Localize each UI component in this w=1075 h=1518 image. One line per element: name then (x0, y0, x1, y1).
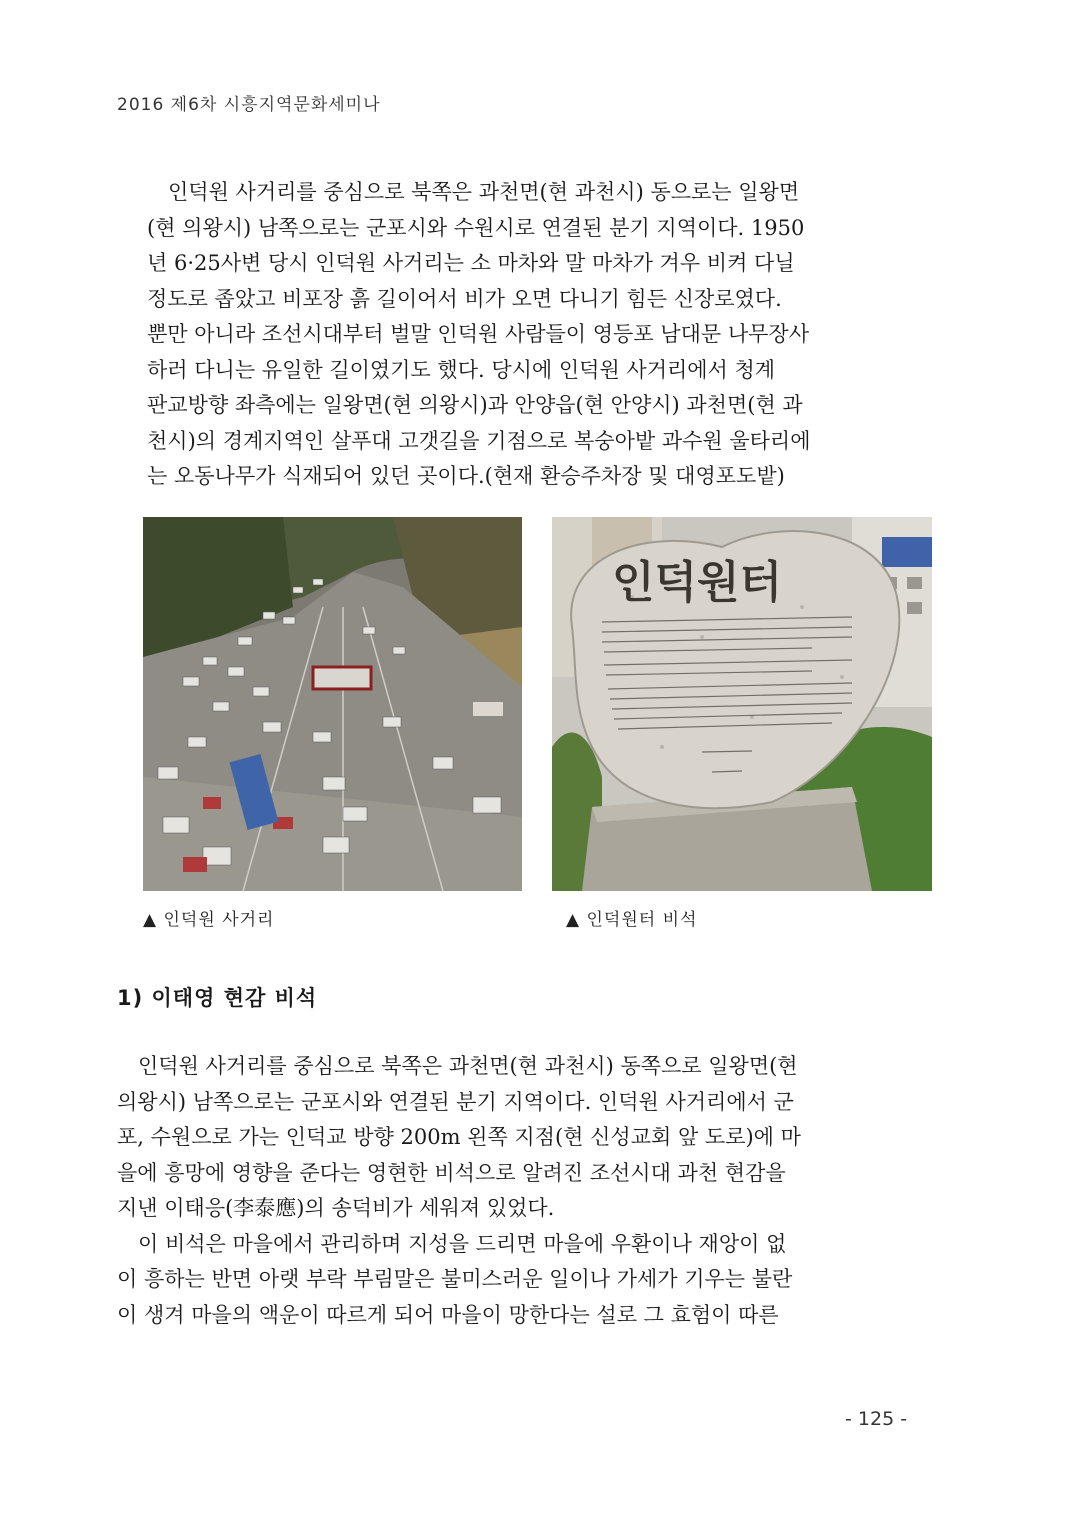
text-line: 뿐만 아니라 조선시대부터 벌말 인덕원 사람들이 영등포 남대문 나무장사 (147, 322, 809, 346)
photo2-caption: ▲ 인덕원터 비석 (566, 910, 698, 930)
stone-title: 인덕원터 (612, 557, 783, 608)
text-line: 포, 수원으로 가는 인덕교 방향 200m 왼쪽 지점(현 신성교회 앞 도로)에 마 (117, 1125, 801, 1149)
text-line: 의왕시) 남쪽으로는 군포시와 연결된 분기 지역이다. 인덕원 사거리에서 군 (117, 1089, 794, 1114)
text-line: 는 오동나무가 식재되어 있던 곳이다.(현재 환승주차장 및 대영포도밭) (147, 464, 785, 488)
text-line: 년 6·25사변 당시 인덕원 사거리는 소 마차와 말 마차가 겨우 비켜 다닐 (147, 251, 795, 275)
stone-monument-photo (552, 517, 932, 891)
text-line: 이 흥하는 반면 아랫 부락 부림말은 불미스러운 일이나 가세가 기우는 불란 (117, 1267, 793, 1291)
text-line: 이 비석은 마을에서 관리하며 지성을 드리면 마을에 우환이나 재앙이 없 (138, 1231, 787, 1256)
running-header: 2016 제6차 시흥지역문화세미나 (117, 95, 381, 115)
section-title: 1) 이태영 현감 비석 (117, 986, 318, 1010)
text-line: 인덕원 사거리를 중심으로 북쪽은 과천면(현 과천시) 동쪽으로 일왕면(현 (138, 1054, 798, 1078)
paragraph-intro (147, 175, 932, 495)
text-line: 인덕원 사거리를 중심으로 북쪽은 과천면(현 과천시) 동으로는 일왕면 (168, 180, 800, 204)
text-line: 천시)의 경계지역인 살푸대 고갯길을 기점으로 복숭아밭 과수원 울타리에 (147, 428, 811, 453)
text-line: 하러 다니는 유일한 길이였기도 했다. 당시에 인덕원 사거리에서 청계 (147, 357, 776, 382)
photo1-caption: ▲ 인덕원 사거리 (143, 910, 275, 930)
page-number: - 125 - (845, 1408, 908, 1430)
intersection-photo (143, 517, 522, 891)
text-line: 정도로 좁았고 비포장 흙 길이어서 비가 오면 다니기 힘든 신장로였다. (147, 286, 782, 311)
text-line: (현 의왕시) 남쪽으로는 군포시와 수원시로 연결된 분기 지역이다. 1950 (147, 215, 805, 240)
text-line: 이 생겨 마을의 액운이 따르게 되어 마을이 망한다는 설로 그 효험이 따른 (117, 1302, 779, 1327)
text-line: 지낸 이태응(李泰應)의 송덕비가 세워져 있었다. (117, 1196, 555, 1220)
text-line: 판교방향 좌측에는 일왕면(현 의왕시)과 안양읍(현 안양시) 과천면(현 과 (147, 393, 803, 417)
text-line: 을에 흥망에 영향을 준다는 영현한 비석으로 알려진 조선시대 과천 현감을 (117, 1160, 786, 1185)
paragraph-section (117, 1049, 932, 1333)
